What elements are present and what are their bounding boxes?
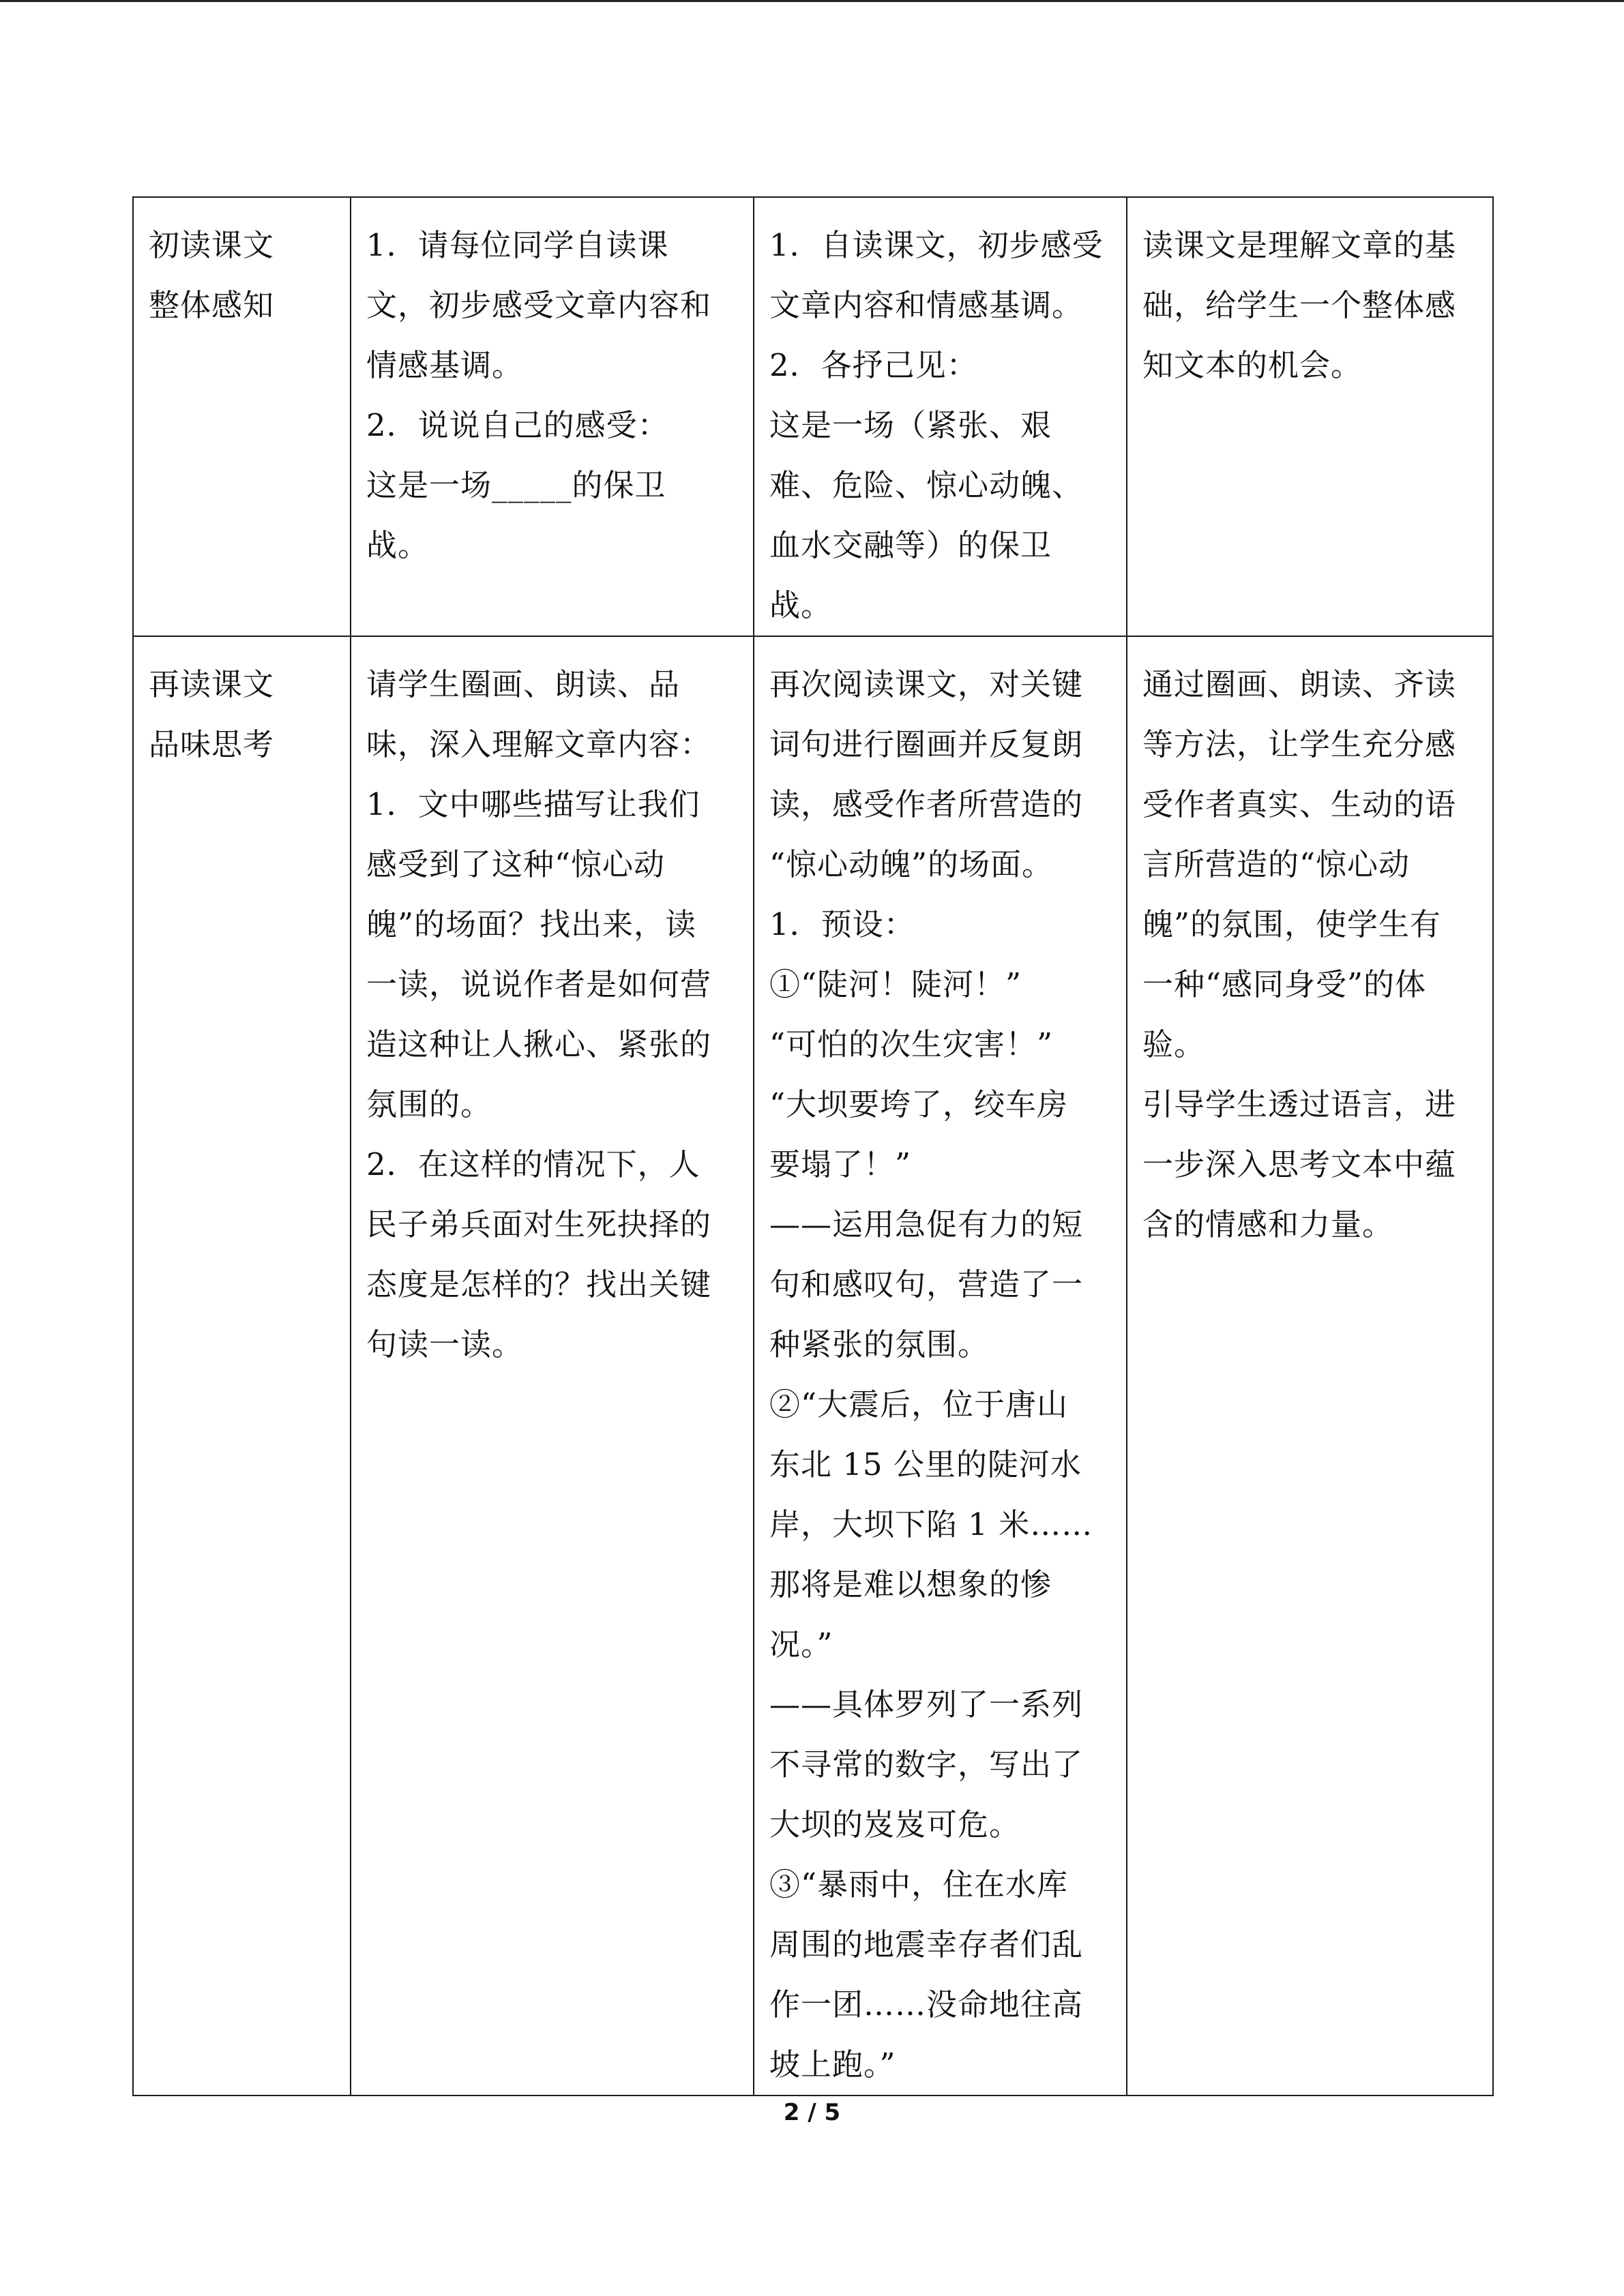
cell-text-line: 受作者真实、生动的语 — [1142, 786, 1457, 822]
cell-text-line: 战。 — [769, 587, 833, 623]
lesson-plan-table — [132, 196, 1494, 2096]
cell-text-line: 血水交融等）的保卫 — [769, 527, 1052, 563]
cell-text-line: 氛围的。 — [366, 1086, 492, 1122]
cell-text-line: 那将是难以想象的惨 — [769, 1566, 1052, 1602]
cell-text-line: 况。” — [769, 1626, 833, 1663]
cell-text-line: 东北 15 公里的陡河水 — [769, 1446, 1082, 1482]
cell-text-line: 请学生圈画、朗读、品 — [366, 666, 681, 702]
cell-text-line: 初读课文 — [149, 227, 275, 263]
cell-text-line: 这是一场（紧张、艰 — [769, 407, 1052, 443]
cell-text-line: ——运用急促有力的短 — [769, 1206, 1084, 1242]
cell-text-line: ——具体罗列了一系列 — [769, 1686, 1084, 1723]
cell-text-line: 再读课文 — [149, 666, 275, 702]
cell-text-line: 整体感知 — [149, 287, 275, 323]
cell-text-line: 民子弟兵面对生死抉择的 — [366, 1206, 712, 1242]
cell-text-line: 句读一读。 — [366, 1326, 524, 1362]
cell-text-line: 大坝的岌岌可危。 — [769, 1806, 1021, 1843]
cell-text-line: 种紧张的氛围。 — [769, 1326, 990, 1362]
cell-text-line: 战。 — [366, 527, 430, 563]
cell-text-line: 态度是怎样的？找出关键 — [366, 1266, 712, 1302]
cell-text-line: 2．说说自己的感受： — [366, 407, 669, 443]
cell-text-line: 文章内容和情感基调。 — [769, 287, 1084, 323]
teacher-activity-cell — [351, 636, 754, 2096]
cell-text-line: 1．请每位同学自读课 — [366, 227, 669, 263]
cell-text-line: 验。 — [1142, 1026, 1206, 1062]
cell-text-line: ①“陡河！陡河！” — [769, 966, 1022, 1002]
cell-text-line: 难、危险、惊心动魄、 — [769, 467, 1084, 503]
design-intent-cell — [1127, 636, 1493, 2096]
cell-text-line: 句和感叹句，营造了一 — [769, 1266, 1084, 1302]
cell-text-line: ③“暴雨中，住在水库 — [769, 1866, 1069, 1903]
cell-text-line: 通过圈画、朗读、齐读 — [1142, 666, 1457, 702]
student-activity-cell — [754, 636, 1127, 2096]
cell-text-line: 一步深入思考文本中蕴 — [1142, 1146, 1457, 1182]
cell-text-line: 周围的地震幸存者们乱 — [769, 1926, 1084, 1963]
teacher-activity-cell — [351, 197, 754, 636]
stage-cell — [133, 636, 351, 2096]
cell-text-line: 2．在这样的情况下，人 — [366, 1146, 700, 1182]
stage-cell — [133, 197, 351, 636]
cell-text-line: 1．自读课文，初步感受 — [769, 227, 1104, 263]
cell-text-line: “大坝要垮了，绞车房 — [769, 1086, 1069, 1122]
cell-text-line: 文，初步感受文章内容和 — [366, 287, 712, 323]
cell-text-line: 1．文中哪些描写让我们 — [366, 786, 700, 822]
design-intent-cell — [1127, 197, 1493, 636]
page-number: 2 / 5 — [783, 2099, 841, 2126]
cell-text-line: 魄”的氛围，使学生有 — [1142, 906, 1442, 942]
cell-text-line: ②“大震后，位于唐山 — [769, 1386, 1069, 1422]
cell-text-line: 等方法，让学生充分感 — [1142, 726, 1457, 762]
cell-text-line: “可怕的次生灾害！” — [769, 1026, 1054, 1062]
cell-text-line: 知文本的机会。 — [1142, 347, 1363, 383]
cell-text-line: 一种“感同身受”的体 — [1142, 966, 1427, 1002]
cell-text-line: 言所营造的“惊心动 — [1142, 846, 1411, 882]
cell-text-line: 魄”的场面？找出来，读 — [366, 906, 697, 942]
cell-text-line: 味，深入理解文章内容： — [366, 726, 712, 762]
cell-text-line: 造这种让人揪心、紧张的 — [366, 1026, 712, 1062]
cell-text-line: 1．预设： — [769, 906, 915, 942]
cell-text-line: 一读，说说作者是如何营 — [366, 966, 712, 1002]
top-border-rule — [0, 0, 1624, 2]
cell-text-line: 情感基调。 — [366, 347, 524, 383]
table-row — [133, 636, 1493, 2096]
cell-text-line: 这是一场_____的保卫 — [366, 467, 666, 503]
table-row — [133, 197, 1493, 636]
cell-text-line: 引导学生透过语言，进 — [1142, 1086, 1457, 1122]
cell-text-line: 岸，大坝下陷 1 米…… — [769, 1506, 1093, 1542]
cell-text-line: 读，感受作者所营造的 — [769, 786, 1084, 822]
cell-text-line: 础，给学生一个整体感 — [1142, 287, 1457, 323]
cell-text-line: “惊心动魄”的场面。 — [769, 846, 1054, 882]
cell-text-line: 品味思考 — [149, 726, 275, 762]
cell-text-line: 坡上跑。” — [769, 2046, 896, 2083]
cell-text-line: 再次阅读课文，对关键 — [769, 666, 1084, 702]
cell-text-line: 要塌了！” — [769, 1146, 912, 1182]
cell-text-line: 不寻常的数字，写出了 — [769, 1746, 1084, 1783]
cell-text-line: 2．各抒己见： — [769, 347, 978, 383]
cell-text-line: 含的情感和力量。 — [1142, 1206, 1394, 1242]
cell-text-line: 读课文是理解文章的基 — [1142, 227, 1457, 263]
cell-text-line: 作一团……没命地往高 — [769, 1986, 1084, 2023]
student-activity-cell — [754, 197, 1127, 636]
cell-text-line: 感受到了这种“惊心动 — [366, 846, 666, 882]
cell-text-line: 词句进行圈画并反复朗 — [769, 726, 1084, 762]
